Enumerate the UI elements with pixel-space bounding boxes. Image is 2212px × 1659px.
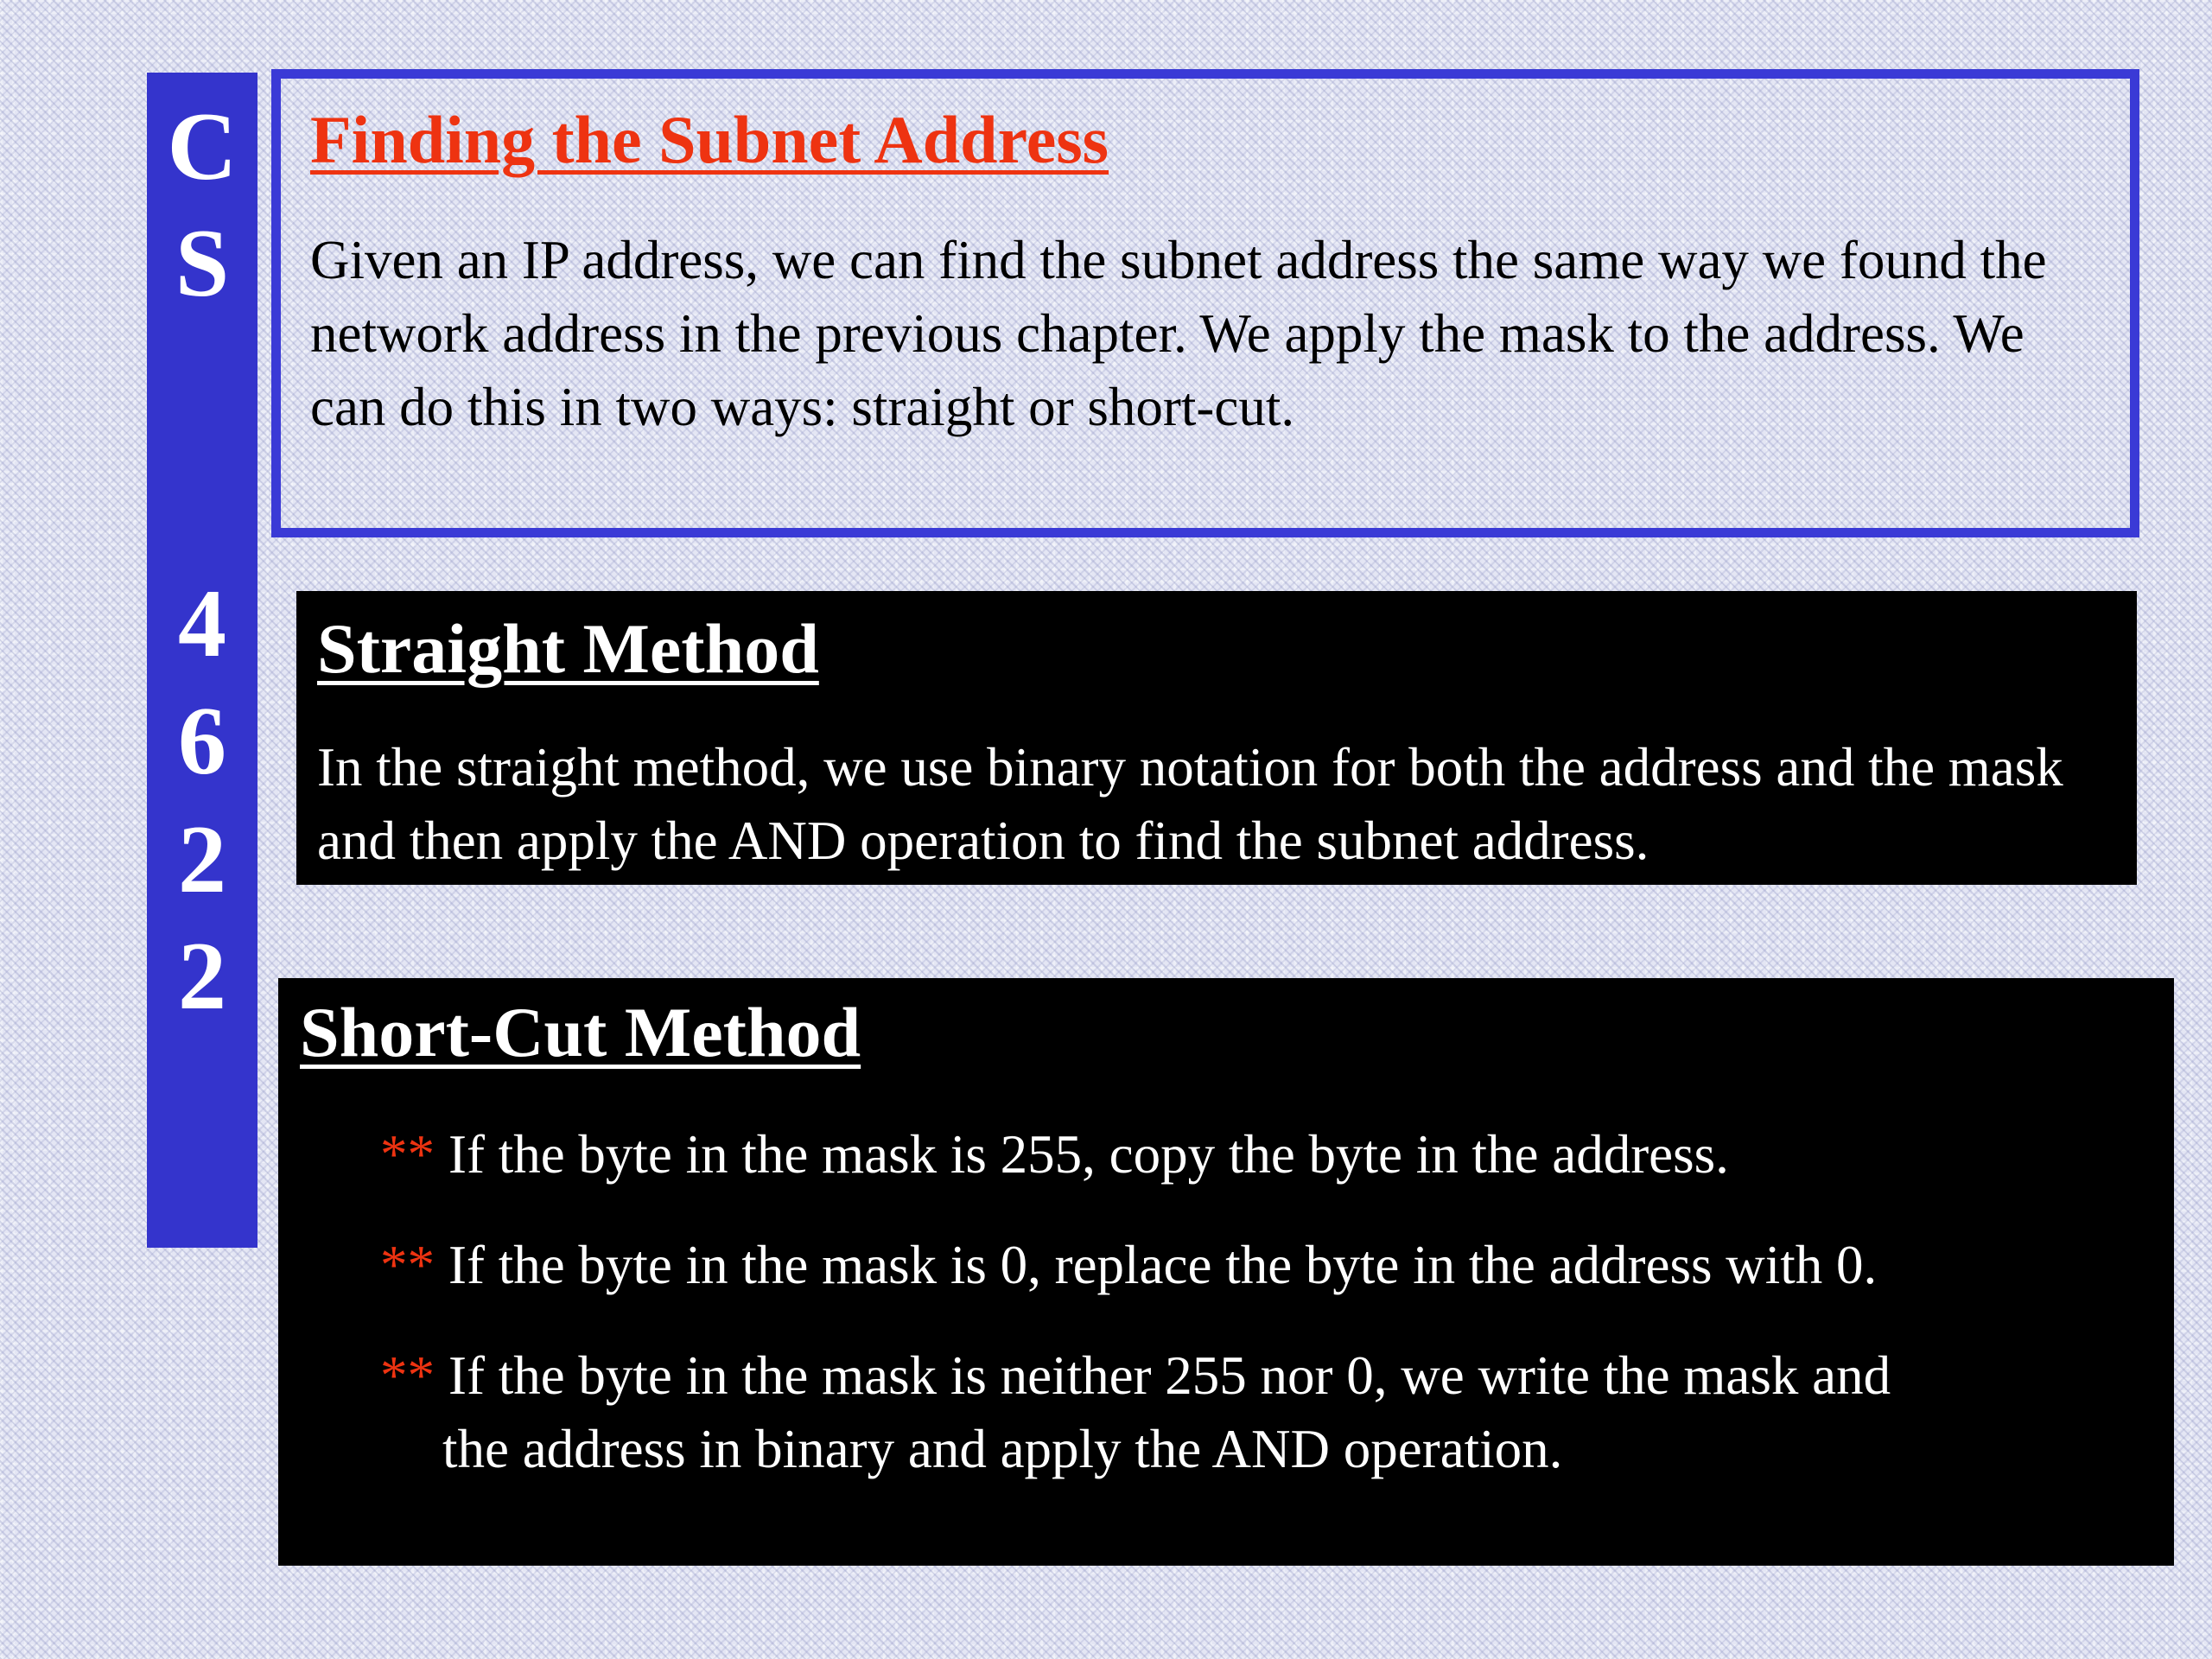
double-asterisk-bullet-icon: **: [380, 1235, 435, 1295]
straight-method-panel: [296, 591, 2137, 885]
double-asterisk-bullet-icon: **: [380, 1345, 435, 1406]
rule-text-continuation: the address in binary and apply the AND operation.: [442, 1419, 1563, 1479]
short-cut-rule-255: [380, 1118, 2134, 1192]
intro-panel: [271, 69, 2139, 537]
double-asterisk-bullet-icon: **: [380, 1124, 435, 1185]
straight-method-paragraph: In the straight method, we use binary notation for both the address and the mask and then apply the AND operation to find the subnet address.: [317, 737, 2063, 871]
course-letter-s: S: [175, 210, 230, 317]
course-digit-4: 4: [178, 570, 226, 677]
intro-paragraph: Given an IP address, we can find the subnet address the same way we found the network address in the previous chapter. We apply the mask to the address. We can do this in two ways: straight or short-cut.: [310, 230, 2047, 437]
rule-text: If the byte in the mask is 0, replace the byte in the address with 0.: [448, 1235, 1878, 1295]
short-cut-method-heading: Short-Cut Method: [300, 993, 861, 1071]
course-digit-6: 6: [178, 688, 226, 795]
rule-text: If the byte in the mask is neither 255 nor 0, we write the mask and: [448, 1345, 1891, 1406]
short-cut-rule-other: [380, 1339, 2134, 1486]
course-letter-c: C: [167, 93, 238, 200]
short-cut-method-panel: [278, 978, 2174, 1566]
rule-text: If the byte in the mask is 255, copy the byte in the address.: [448, 1124, 1729, 1185]
page-title: Finding the Subnet Address: [310, 102, 1109, 177]
short-cut-rule-zero: [380, 1229, 2134, 1302]
course-code-sidebar: [147, 73, 257, 1248]
course-digit-2: 2: [178, 806, 226, 913]
straight-method-heading: Straight Method: [317, 609, 819, 688]
course-digit-2-second: 2: [178, 923, 226, 1030]
